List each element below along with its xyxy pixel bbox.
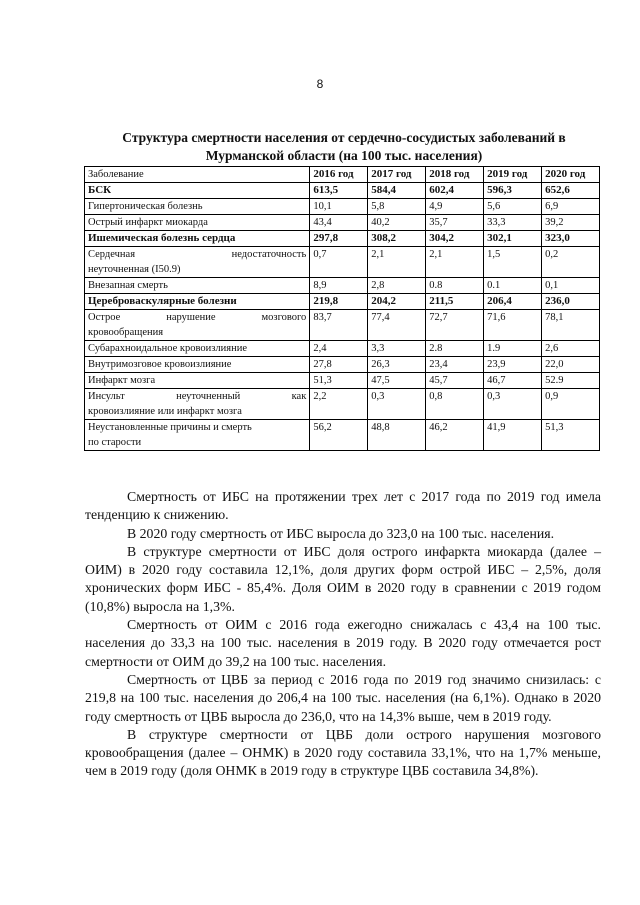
value-cell: 46,2 (426, 420, 484, 451)
value-cell: 652,6 (542, 183, 600, 199)
disease-name (85, 310, 310, 341)
value-cell: 323,0 (542, 231, 600, 247)
value-cell: 52.9 (542, 373, 600, 389)
value-cell: 41,9 (484, 420, 542, 451)
table-row (85, 420, 600, 451)
disease-name: Цереброваскулярные болезни (85, 294, 310, 310)
value-cell: 5,8 (368, 199, 426, 215)
value-cell: 0,3 (368, 389, 426, 420)
paragraph: В 2020 году смертность от ИБС выросла до 323,0 на 100 тыс. населения. (127, 525, 555, 541)
disease-name-line1: Неустановленные причины и смерть (88, 422, 252, 433)
value-cell: 35,7 (426, 215, 484, 231)
header-cell: 2017 год (368, 167, 426, 183)
paragraph: Смертность от ОИМ с 2016 года ежегодно снижалась с 43,4 на 100 тыс. населения до 33,3 на 100 тыс. населения в 2019 году. В 2020 году отмечается рост смертности от ОИМ до 39,2 на 100 тыс. населения. (85, 617, 601, 669)
value-cell: 2.8 (426, 341, 484, 357)
page-number: 8 (316, 77, 324, 91)
value-cell: 297,8 (310, 231, 368, 247)
disease-name (85, 247, 310, 278)
value-cell: 308,2 (368, 231, 426, 247)
value-cell: 47,5 (368, 373, 426, 389)
disease-name-line1: Инсульт неуточненный как (88, 391, 307, 402)
disease-name: Ишемическая болезнь сердца (85, 231, 310, 247)
value-cell: 206,4 (484, 294, 542, 310)
value-cell: 2,4 (310, 341, 368, 357)
disease-name-line2: по старости (88, 437, 142, 448)
value-cell: 46,7 (484, 373, 542, 389)
paragraph: Смертность от ИБС на протяжении трех лет с 2017 года по 2019 год имела тенденцию к снижению. (85, 489, 601, 523)
value-cell: 10,1 (310, 199, 368, 215)
value-cell: 236,0 (542, 294, 600, 310)
table-row (85, 199, 600, 215)
value-cell: 23,9 (484, 357, 542, 373)
value-cell: 33,3 (484, 215, 542, 231)
paragraph: В структуре смертности от ЦВБ доли острого нарушения мозгового кровообращения (далее – ОНМК) в 2020 году составила 33,1%, что на 1,7% меньше, чем в 2019 году (доля ОНМК в 2019 году в структуре ЦВБ составила 34,8%). (85, 726, 601, 779)
table-row (85, 294, 600, 310)
header-cell: 2018 год (426, 167, 484, 183)
table-title (84, 129, 604, 165)
header-cell: 2016 год (310, 167, 368, 183)
value-cell: 45,7 (426, 373, 484, 389)
value-cell: 613,5 (310, 183, 368, 199)
value-cell: 0,7 (310, 247, 368, 278)
value-cell: 43,4 (310, 215, 368, 231)
value-cell: 1.9 (484, 341, 542, 357)
table-row (85, 341, 600, 357)
disease-name-line1: Сердечная недостаточность (88, 249, 307, 260)
disease-name: Инфаркт мозга (85, 373, 310, 389)
value-cell: 2,1 (368, 247, 426, 278)
header-cell: 2019 год (484, 167, 542, 183)
disease-name-line2: неуточненная (I50.9) (88, 264, 181, 275)
table-row (85, 231, 600, 247)
disease-name: БСК (85, 183, 310, 199)
value-cell: 5,6 (484, 199, 542, 215)
value-cell: 1,5 (484, 247, 542, 278)
value-cell: 27,8 (310, 357, 368, 373)
value-cell: 0.8 (426, 278, 484, 294)
value-cell: 78,1 (542, 310, 600, 341)
disease-name: Внутримозговое кровоизлияние (85, 357, 310, 373)
disease-name (85, 420, 310, 451)
value-cell: 211,5 (426, 294, 484, 310)
value-cell: 304,2 (426, 231, 484, 247)
value-cell: 0,2 (542, 247, 600, 278)
value-cell: 23,4 (426, 357, 484, 373)
table-row (85, 247, 600, 278)
disease-name (85, 389, 310, 420)
value-cell: 56,2 (310, 420, 368, 451)
table-row (85, 389, 600, 420)
value-cell: 40,2 (368, 215, 426, 231)
disease-name: Субарахноидальное кровоизлияние (85, 341, 310, 357)
mortality-table (84, 166, 600, 451)
value-cell: 0,3 (484, 389, 542, 420)
value-cell: 39,2 (542, 215, 600, 231)
table-title-line1: Структура смертности населения от сердечно-сосудистых заболеваний в (122, 130, 566, 145)
body-text (85, 488, 601, 781)
value-cell: 2,1 (426, 247, 484, 278)
table-title-line2: Мурманской области (на 100 тыс. населения) (205, 148, 483, 163)
value-cell: 48,8 (368, 420, 426, 451)
value-cell: 4,9 (426, 199, 484, 215)
value-cell: 72,7 (426, 310, 484, 341)
value-cell: 26,3 (368, 357, 426, 373)
table-row (85, 278, 600, 294)
value-cell: 2,2 (310, 389, 368, 420)
table-row (85, 183, 600, 199)
value-cell: 22,0 (542, 357, 600, 373)
value-cell: 0,1 (542, 278, 600, 294)
value-cell: 8,9 (310, 278, 368, 294)
table-row (85, 310, 600, 341)
value-cell: 71,6 (484, 310, 542, 341)
value-cell: 584,4 (368, 183, 426, 199)
header-cell: 2020 год (542, 167, 600, 183)
paragraph: В структуре смертности от ИБС доля острого инфаркта миокарда (далее – ОИМ) в 2020 году составила 12,1%, доля других форм острой ИБС – 2,5%, доля хронических форм ИБС - 85,4%. Доля ОИМ в 2020 году в сравнении с 2019 годом (10,8%) выросла на 1,3%. (85, 543, 601, 614)
value-cell: 219,8 (310, 294, 368, 310)
value-cell: 51,3 (542, 420, 600, 451)
value-cell: 51,3 (310, 373, 368, 389)
disease-name: Внезапная смерть (85, 278, 310, 294)
value-cell: 204,2 (368, 294, 426, 310)
value-cell: 83,7 (310, 310, 368, 341)
value-cell: 302,1 (484, 231, 542, 247)
value-cell: 0,9 (542, 389, 600, 420)
value-cell: 2,6 (542, 341, 600, 357)
disease-name: Гипертоническая болезнь (85, 199, 310, 215)
table-row (85, 373, 600, 389)
disease-name-line2: кровоизлияние или инфаркт мозга (88, 406, 242, 417)
disease-name-line2: кровообращения (88, 327, 164, 338)
table-row (85, 215, 600, 231)
value-cell: 596,3 (484, 183, 542, 199)
disease-name: Острый инфаркт миокарда (85, 215, 310, 231)
value-cell: 6,9 (542, 199, 600, 215)
table-row (85, 357, 600, 373)
value-cell: 602,4 (426, 183, 484, 199)
value-cell: 0,8 (426, 389, 484, 420)
value-cell: 77,4 (368, 310, 426, 341)
disease-name-line1: Острое нарушение мозгового (88, 312, 307, 323)
header-cell: Заболевание (85, 167, 310, 183)
table-header-row (85, 167, 600, 183)
value-cell: 0.1 (484, 278, 542, 294)
value-cell: 3,3 (368, 341, 426, 357)
value-cell: 2,8 (368, 278, 426, 294)
paragraph: Смертность от ЦВБ за период с 2016 года по 2019 год значимо снизилась: с 219,8 на 100 тыс. населения до 206,4 на 100 тыс. населения (на 6,1%). Однако в 2020 году смертность от ЦВБ выросла до 236,0, что на 14,3% выше, чем в 2019 году. (85, 671, 601, 724)
